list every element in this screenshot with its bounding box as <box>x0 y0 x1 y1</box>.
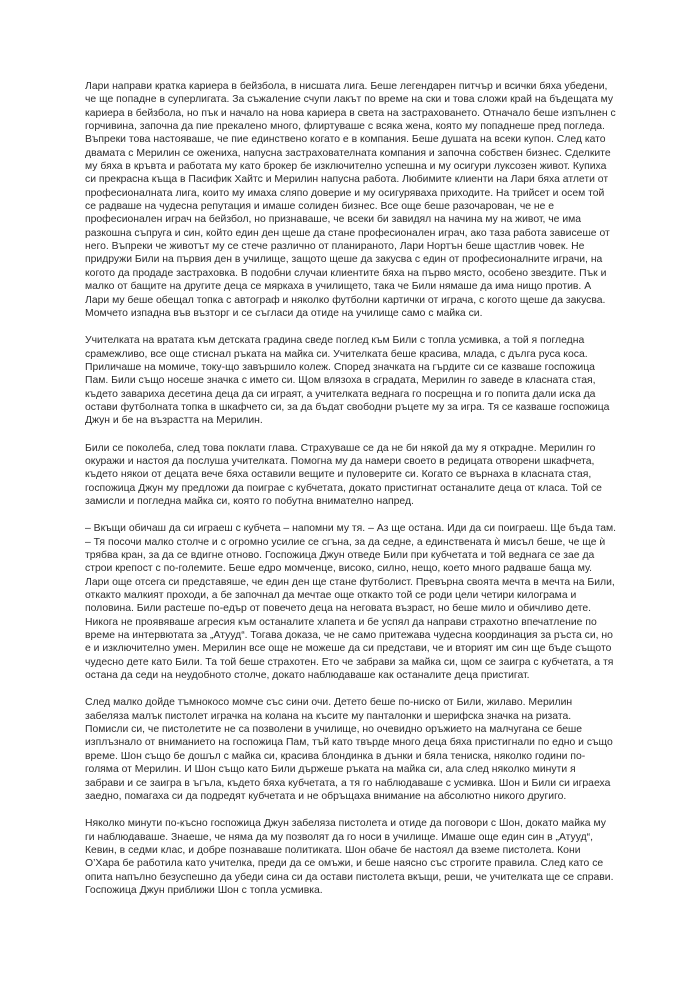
paragraph-1: Лари направи кратка кариера в бейзбола, в нисшата лига. Беше легендарен питчър и всички бяха убедени, че ще попадне в суперлигата. За съжаление счупи лакът по време на ски и това сложи край на бъдещата му кариера в бейзбола, но пък и начало на нова кариера в света на застраховането. Отначало беше изпълнен с горчивина, започна да пие прекалено много, флиртуваше с всяка жена, която му попаднеше пред погледа. Въпреки това настояваше, че пие единствено когато е в компания. Беше душата на всеки купон. След като двамата с Мерилин се ожениха, напусна застрахователната компания и започна собствен бизнес. Сделките му бяха в кръвта и работата му като брокер бе изключително успешна и му осигури луксозен живот. Купиха си прекрасна къща в Пасифик Хайтс и Мерилин напусна работа. Любимите клиенти на Лари бяха атлети от професионалната лига, които му имаха сляпо доверие и му осигуряваха приходите. На трийсет и осем той се радваше на чудесна репутация и имаше солиден бизнес. Все още беше разочарован, че не е професионален играч на бейзбол, но признаваше, че всеки би завидял на начина му на живот, че има разкошна съпруга и син, който един ден щеше да стане професионален играч, ако таза работа зависеше от него. Въпреки че животът му се стече различно от планираното, Лари Нортън беше щастлив човек. Не придружи Били на първия ден в училище, защото щеше да закусва с един от професионалните играчи, на когото да продаде застраховка. В подобни случаи клиентите бяха на първо място, особено звездите. Пък и малко от бащите на другите деца се мяркаха в училището, така че Били нямаше да има нищо против. А Лари му беше обещал топка с автограф и няколко футболни картички от играча, с когото щеше да закусва. Момчето изпадна във възторг и се съгласи да отиде на училище само с майка си. <box>85 81 616 319</box>
paragraph-3: Били се поколеба, след това поклати глава. Страхуваше се да не би някой да му я открадне. Мерилин го окуражи и настоя да послуша учителката. Помогна му да намери своето в редицата отворени шкафчета, където някои от децата вече бяха оставили вещите и пуловерите си. Когато се върнаха в класната стая, госпожица Джун му предложи да поиграе с кубчетата, докато пристигнат останалите деца от класа. Той се замисли и погледна майка си, която го побутна внимателно напред. <box>85 442 602 507</box>
document-body <box>85 80 617 911</box>
paragraph-2: Учителката на вратата към детската градина сведе поглед към Били с топла усмивка, а той я погледна срамежливо, все още стиснал ръката на майка си. Учителката беше красива, млада, с дълга руса коса. Приличаше на момиче, току-що завършило колеж. Според значката на гърдите си се казваше госпожица Пам. Били също носеше значка с името си. Щом влязоха в сградата, Мерилин го заведе в класната стая, където завариха десетина деца да си играят, а учителката веднага го посрещна и го попита дали иска да остави футболната топка в шкафчето си, за да бъдат свободни ръцете му за игра. Тя се казваше госпожица Джун и бе на възрастта на Мерилин. <box>85 335 610 427</box>
paragraph-4: – Вкъщи обичаш да си играеш с кубчета – напомни му тя. – Аз ще остана. Иди да си поиграеш. Ще бъда там. – Тя посочи малко столче и с огромно усилие се сгъна, за да седне, а единствената ѝ мисъл беше, че ще ѝ трябва кран, за да се вдигне отново. Госпожица Джун отведе Били при кубчетата и той веднага се зае да строи крепост с по-големите. Беше едро момченце, високо, силно, нещо, което много радваше баща му. Лари още отсега си представяше, че един ден ще стане футболист. Превърна своята мечта в мечта на Били, откакто малкият проходи, а бе започнал да мечтае още откакто той се роди цели четири килограма и половина. Били растеше по-едър от повечето деца на неговата възраст, но беше мило и обичливо дете. Никога не проявяваше агресия към останалите хлапета и бе успял да направи страхотно впечатление по време на интервютата за „Атууд“. Тогава доказа, че не само притежава чудесна координация за ръста си, но е и изключително умен. Мерилин все още не можеше да си представи, че и вторият им син ще бъде същото чудесно дете като Били. Та той беше страхотен. Ето че забрави за майка си, щом се заигра с кубчетата, а тя остана да седи на неудобното столче, докато наблюдаваше как останалите деца пристигат. <box>85 523 617 682</box>
paragraph-5: След малко дойде тъмнокосо момче със сини очи. Детето беше по-ниско от Били, жилаво. Мерилин забеляза малък пистолет играчка на колана на късите му панталонки и шерифска значка на ризата. Помисли си, че пистолетите не са позволени в училище, но очевидно оръжието на малчугана се беше изплъзнало от вниманието на госпожица Пам, тъй като твърде много деца бяха пристигнали по едно и също време. Шон също бе дошъл с майка си, красива блондинка в дънки и бяла тениска, няколко години по-голяма от Мерилин. И Шон също като Били държеше ръката на майка си, ала след няколко минути я забрави и се заигра в ъгъла, където бяха кубчетата, а тя го наблюдаваше с усмивка. Шон и Били си играеха заедно, помагаха си да подредят кубчетата и не обръщаха внимание на абсолютно никого другиго. <box>85 697 613 802</box>
paragraph-6: Няколко минути по-късно госпожица Джун забеляза пистолета и отиде да поговори с Шон, докато майка му ги наблюдаваше. Знаеше, че няма да му позволят да го носи в училище. Имаше още един син в „Атууд“, Кевин, в седми клас, и добре познаваше политиката. Шон обаче бе настоял да вземе пистолета. Кони О’Хара бе работила като учителка, преди да се омъжи, и беше наясно със строгите правила. След като се опита напълно безуспешно да убеди сина си да остави пистолета вкъщи, реши, че учителката ще се справи. Госпожица Джун приближи Шон с топла усмивка. <box>85 818 614 896</box>
